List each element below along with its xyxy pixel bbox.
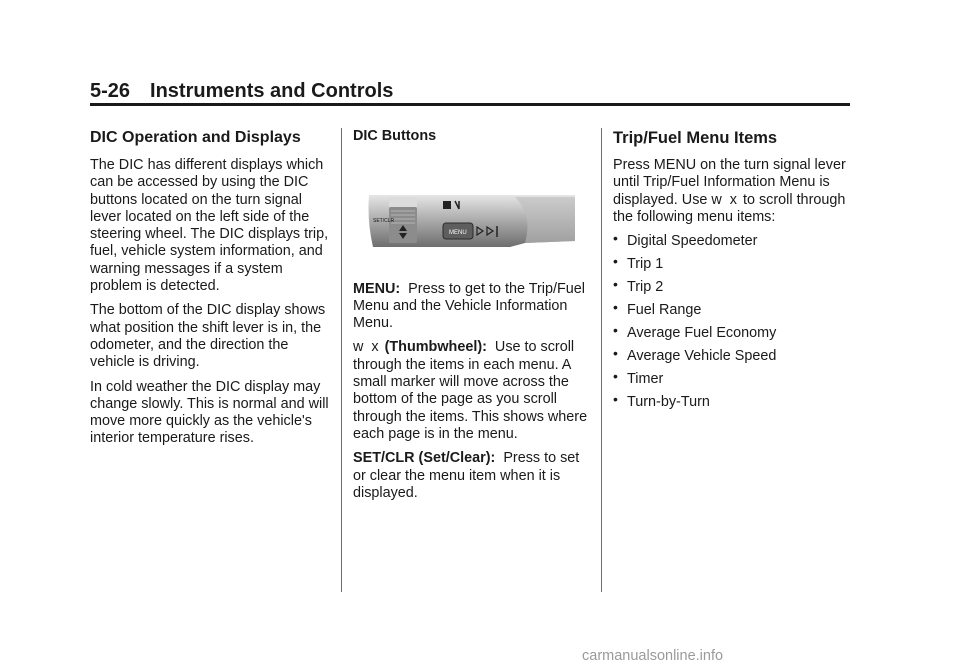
dic-paragraph-1: The DIC has different displays which can be accessed by using the DIC buttons located on the turn signal lever located on the left side of the steering wheel. The DIC displays trip, fuel, vehicle system information, and warning messages if a system problem is detected. (90, 157, 329, 295)
section-title: Instruments and Controls (150, 80, 394, 102)
column-divider-1 (341, 128, 342, 592)
bullet-icon: • (613, 276, 618, 293)
list-item: • Digital Speedometer (613, 230, 758, 250)
bullet-icon: • (613, 391, 618, 408)
list-item: • Timer (613, 368, 664, 388)
intro-text-after: to scroll through the following menu items: (613, 191, 846, 225)
menu-term: MENU: (353, 280, 401, 297)
turn-signal-lever-illustration (365, 185, 580, 255)
trip-fuel-menu-list (613, 230, 853, 411)
trip-fuel-heading: Trip/Fuel Menu Items (613, 129, 778, 147)
thumbwheel-text: Use to scroll through the items in each menu. A small marker will move across the bottom of the page as you scroll through the items. This shows where each page is in the menu. (353, 339, 588, 442)
thumbwheel-term: (Thumbwheel): (384, 339, 487, 356)
set-clr-description (353, 450, 593, 502)
dic-paragraph-2: The bottom of the DIC display shows what position the shift lever is in, the odometer, and the direction the vehicle is driving. (90, 302, 326, 371)
bullet-icon: • (613, 345, 618, 362)
scroll-arrows-icon: w x (711, 191, 739, 208)
bullet-icon: • (613, 322, 618, 339)
dic-operation-heading: DIC Operation and Displays (90, 129, 301, 146)
bullet-icon: • (613, 253, 618, 270)
set-clr-term: SET/CLR (Set/Clear): (353, 450, 496, 467)
bullet-icon: • (613, 368, 618, 385)
set-clr-label: SET/CLR (373, 218, 395, 225)
menu-label: MENU (449, 230, 467, 237)
page-number: 5-26 (90, 80, 131, 102)
list-item: • Average Vehicle Speed (613, 345, 777, 365)
column-trip-fuel (613, 128, 853, 417)
intro-text-before: Press MENU on the turn signal lever until Trip/Fuel Information Menu is displayed. Use (613, 157, 846, 208)
watermark: carmanualsonline.info (582, 648, 724, 664)
list-item: • Average Fuel Economy (613, 322, 777, 342)
list-item: • Turn-by-Turn (613, 391, 710, 411)
column-dic-buttons (353, 128, 593, 509)
menu-text: Press to get to the Trip/Fuel Menu and the Vehicle Information Menu. (353, 280, 585, 332)
thumbwheel-description (353, 339, 593, 443)
page-header (90, 80, 393, 103)
dic-buttons-heading: DIC Buttons (353, 128, 437, 144)
set-clr-text: Press to set or clear the menu item when it is displayed. (353, 450, 580, 501)
column-dic-operation (90, 128, 330, 455)
list-item: • Trip 2 (613, 276, 664, 296)
trip-fuel-intro (613, 157, 853, 226)
dic-paragraph-3: In cold weather the DIC display may change slowly. This is normal and will move more quickly as the vehicle's interior temperature rises. (90, 378, 329, 447)
column-divider-2 (601, 128, 602, 592)
bullet-icon: • (613, 230, 618, 247)
list-item: • Fuel Range (613, 299, 702, 319)
scroll-arrows-icon: w x (353, 339, 381, 356)
header-rule (90, 103, 850, 106)
list-item: • Trip 1 (613, 253, 664, 273)
bullet-icon: • (613, 299, 618, 316)
menu-description (353, 281, 593, 333)
